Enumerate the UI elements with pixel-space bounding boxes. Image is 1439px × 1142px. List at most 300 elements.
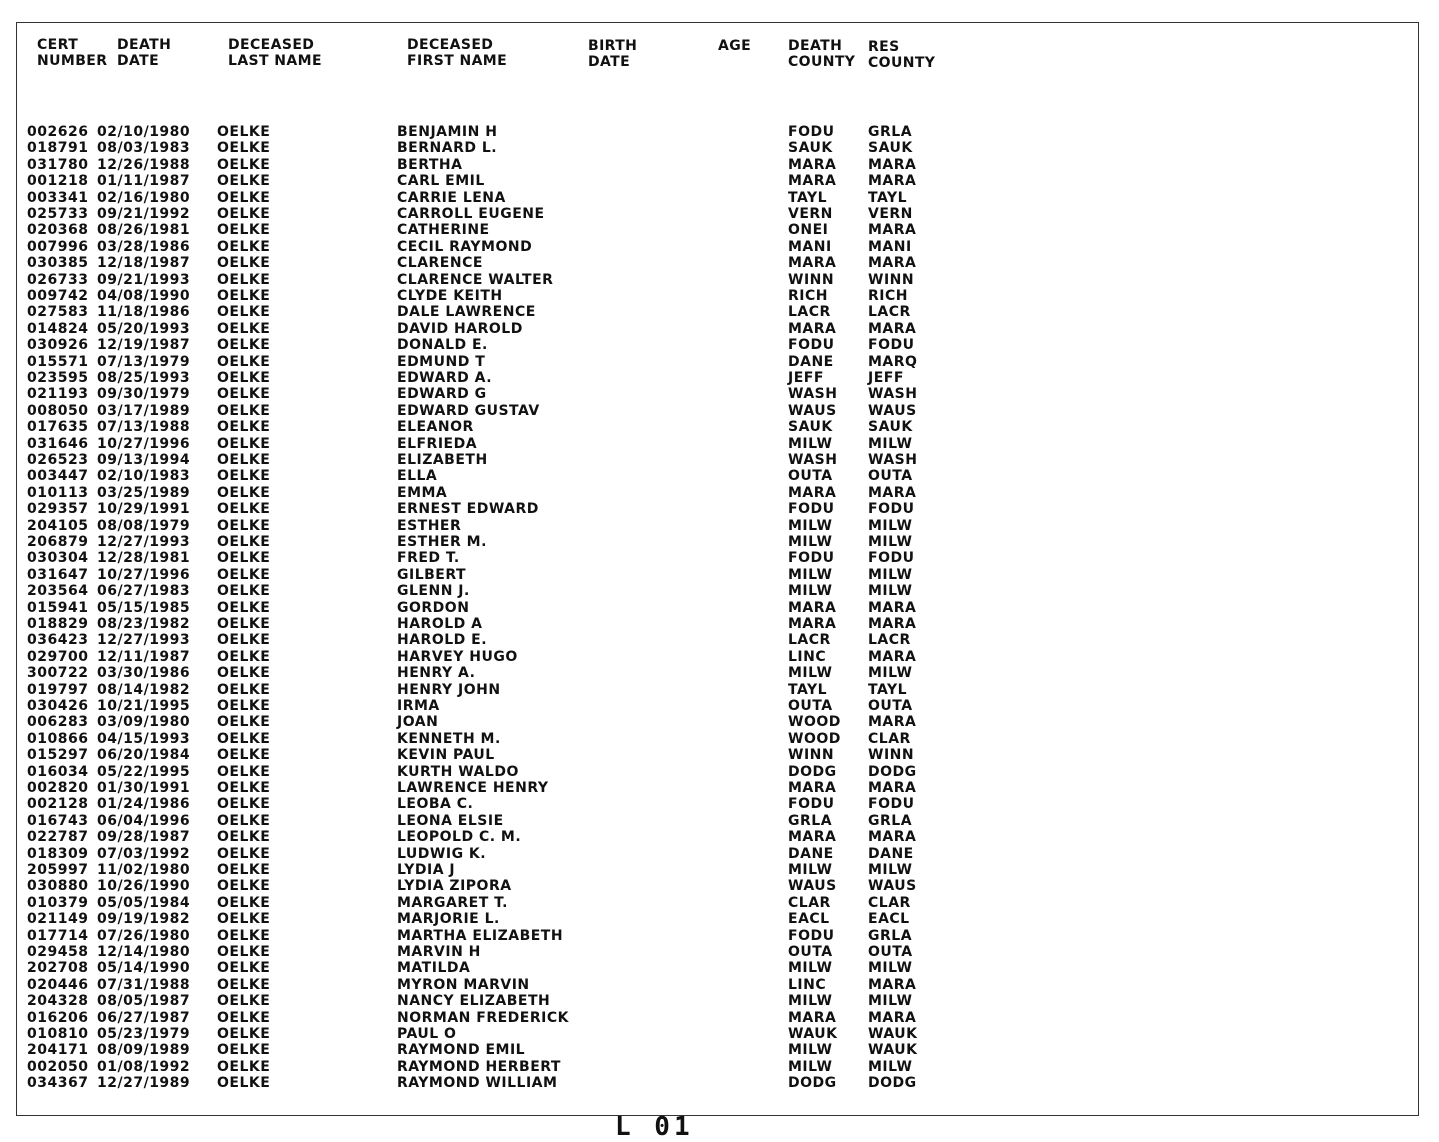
cell-res-county: WAUK <box>868 1026 918 1042</box>
table-row <box>17 518 1418 534</box>
table-row <box>17 386 1418 402</box>
cell-death-county: ONEI <box>788 222 829 239</box>
table-row <box>17 616 1418 632</box>
cell-first-name: LEONA ELSIE <box>397 812 504 829</box>
cell-death-county: TAYL <box>788 681 828 698</box>
cell-last-name: OELKE <box>217 763 271 780</box>
cell-res-county: EACL <box>868 911 910 928</box>
cell-first-name: CATHERINE <box>397 222 490 239</box>
cell-cert-number: 015571 <box>27 353 89 370</box>
cell-death-date: 10/27/1996 <box>97 566 191 583</box>
cell-cert-number: 016034 <box>27 763 89 780</box>
cell-death-date: 09/19/1982 <box>97 911 191 928</box>
table-row <box>17 304 1418 320</box>
cell-cert-number: 026523 <box>27 452 89 468</box>
cell-cert-number: 029458 <box>27 944 89 960</box>
cell-res-county: DODG <box>868 1075 917 1092</box>
cell-last-name: OELKE <box>217 1042 271 1059</box>
cell-death-county: MILW <box>788 1058 833 1075</box>
cell-death-date: 12/27/1993 <box>97 534 191 550</box>
cell-first-name: ELEANOR <box>397 419 474 436</box>
cell-last-name: OELKE <box>217 681 271 698</box>
cell-last-name: OELKE <box>217 714 271 731</box>
cell-res-county: MILW <box>868 435 913 452</box>
cell-death-county: MILW <box>788 435 833 452</box>
cell-first-name: DALE LAWRENCE <box>397 304 536 321</box>
cell-first-name: EDWARD A. <box>397 370 493 386</box>
cell-cert-number: 205997 <box>27 862 89 878</box>
cell-cert-number: 036423 <box>27 632 89 649</box>
cell-res-county: WINN <box>868 271 915 288</box>
cell-res-county: MARA <box>868 714 917 731</box>
cell-cert-number: 003341 <box>27 189 89 206</box>
cell-first-name: NORMAN FREDERICK <box>397 1009 569 1026</box>
cell-first-name: MARGARET T. <box>397 894 508 911</box>
table-row <box>17 1010 1418 1026</box>
cell-first-name: RAYMOND EMIL <box>397 1042 526 1059</box>
cell-last-name: OELKE <box>217 730 271 747</box>
cell-res-county: MILW <box>868 960 913 977</box>
cell-last-name: OELKE <box>217 255 271 272</box>
cell-cert-number: 204328 <box>27 993 89 1010</box>
cell-first-name: BENJAMIN H <box>397 124 498 140</box>
cell-res-county: WAUS <box>868 878 917 895</box>
cell-last-name: OELKE <box>217 320 271 337</box>
table-row <box>17 747 1418 763</box>
cell-res-county: MARA <box>868 320 917 337</box>
cell-death-county: FODU <box>788 927 835 944</box>
cell-last-name: OELKE <box>217 353 271 370</box>
table-row <box>17 1042 1418 1058</box>
cell-death-county: MARA <box>788 829 837 846</box>
cell-death-date: 12/11/1987 <box>97 648 191 665</box>
cell-death-county: MARA <box>788 173 837 190</box>
cell-cert-number: 006283 <box>27 714 89 731</box>
cell-death-date: 05/23/1979 <box>97 1026 191 1042</box>
table-row <box>17 878 1418 894</box>
cell-cert-number: 020446 <box>27 976 89 993</box>
cell-last-name: OELKE <box>217 124 271 140</box>
cell-cert-number: 022787 <box>27 829 89 846</box>
cell-death-county: DODG <box>788 763 837 780</box>
cell-last-name: OELKE <box>217 1026 271 1042</box>
cell-first-name: ESTHER M. <box>397 534 487 550</box>
cell-first-name: GLENN J. <box>397 583 470 600</box>
cell-res-county: MARA <box>868 1009 917 1026</box>
cell-death-date: 08/14/1982 <box>97 681 191 698</box>
header-age: AGE <box>718 38 752 54</box>
cell-cert-number: 206879 <box>27 534 89 550</box>
cell-cert-number: 029700 <box>27 648 89 665</box>
cell-res-county: GRLA <box>868 812 913 829</box>
cell-first-name: RAYMOND WILLIAM <box>397 1075 558 1092</box>
header-death-date: DEATH DATE <box>117 37 172 69</box>
cell-last-name: OELKE <box>217 927 271 944</box>
cell-last-name: OELKE <box>217 452 271 468</box>
cell-death-date: 12/18/1987 <box>97 255 191 272</box>
cell-last-name: OELKE <box>217 911 271 928</box>
cell-first-name: KENNETH M. <box>397 730 501 747</box>
cell-death-county: LACR <box>788 304 831 321</box>
cell-death-date: 03/28/1986 <box>97 238 191 255</box>
cell-first-name: EMMA <box>397 484 448 501</box>
cell-cert-number: 002050 <box>27 1058 89 1075</box>
cell-last-name: OELKE <box>217 435 271 452</box>
cell-last-name: OELKE <box>217 468 271 485</box>
cell-death-date: 02/16/1980 <box>97 189 191 206</box>
cell-cert-number: 202708 <box>27 960 89 977</box>
cell-cert-number: 019797 <box>27 681 89 698</box>
cell-death-county: OUTA <box>788 468 833 485</box>
cell-death-date: 09/30/1979 <box>97 386 191 403</box>
cell-first-name: NANCY ELIZABETH <box>397 993 551 1010</box>
cell-first-name: ERNEST EDWARD <box>397 501 539 518</box>
cell-cert-number: 030304 <box>27 550 89 567</box>
cell-res-county: OUTA <box>868 944 913 960</box>
cell-cert-number: 007996 <box>27 238 89 255</box>
cell-death-date: 09/21/1993 <box>97 271 191 288</box>
table-row <box>17 354 1418 370</box>
cell-cert-number: 300722 <box>27 665 89 682</box>
cell-death-county: MILW <box>788 993 833 1010</box>
table-row <box>17 173 1418 189</box>
cell-res-county: MILW <box>868 566 913 583</box>
cell-death-county: WAUS <box>788 402 837 419</box>
table-row <box>17 665 1418 681</box>
cell-res-county: MILW <box>868 993 913 1010</box>
cell-last-name: OELKE <box>217 845 271 862</box>
cell-first-name: IRMA <box>397 698 440 714</box>
cell-death-county: WASH <box>788 452 838 468</box>
cell-last-name: OELKE <box>217 370 271 386</box>
cell-last-name: OELKE <box>217 271 271 288</box>
cell-res-county: WINN <box>868 747 915 764</box>
cell-res-county: MILW <box>868 665 913 682</box>
cell-first-name: CARRIE LENA <box>397 189 506 206</box>
cell-death-county: OUTA <box>788 698 833 714</box>
cell-death-county: MARA <box>788 484 837 501</box>
table-row <box>17 895 1418 911</box>
cell-death-date: 03/25/1989 <box>97 484 191 501</box>
table-row <box>17 649 1418 665</box>
cell-last-name: OELKE <box>217 173 271 190</box>
cell-res-county: TAYL <box>868 189 908 206</box>
cell-cert-number: 003447 <box>27 468 89 485</box>
table-row <box>17 714 1418 730</box>
table-row <box>17 977 1418 993</box>
cell-cert-number: 015297 <box>27 747 89 764</box>
cell-last-name: OELKE <box>217 780 271 796</box>
cell-death-date: 07/13/1979 <box>97 353 191 370</box>
table-row <box>17 796 1418 812</box>
cell-first-name: GILBERT <box>397 566 467 583</box>
cell-first-name: LYDIA J <box>397 862 456 878</box>
cell-first-name: BERNARD L. <box>397 140 498 157</box>
cell-cert-number: 023595 <box>27 370 89 386</box>
table-row <box>17 993 1418 1009</box>
cell-death-date: 01/30/1991 <box>97 780 191 796</box>
cell-cert-number: 001218 <box>27 173 89 190</box>
table-row <box>17 764 1418 780</box>
cell-last-name: OELKE <box>217 960 271 977</box>
cell-first-name: JOAN <box>397 714 439 731</box>
table-row <box>17 321 1418 337</box>
cell-res-county: MARA <box>868 780 917 796</box>
cell-death-date: 08/09/1989 <box>97 1042 191 1059</box>
cell-last-name: OELKE <box>217 796 271 813</box>
cell-cert-number: 015941 <box>27 599 89 616</box>
cell-first-name: KEVIN PAUL <box>397 747 495 764</box>
cell-res-county: MARA <box>868 599 917 616</box>
table-row <box>17 944 1418 960</box>
table-row <box>17 731 1418 747</box>
cell-last-name: OELKE <box>217 747 271 764</box>
table-row <box>17 272 1418 288</box>
table-row <box>17 862 1418 878</box>
cell-death-county: DODG <box>788 1075 837 1092</box>
cell-last-name: OELKE <box>217 566 271 583</box>
cell-cert-number: 010379 <box>27 894 89 911</box>
cell-last-name: OELKE <box>217 517 271 534</box>
cell-death-date: 12/19/1987 <box>97 337 191 354</box>
cell-res-county: RICH <box>868 288 908 304</box>
cell-last-name: OELKE <box>217 156 271 173</box>
cell-res-county: MARA <box>868 616 917 632</box>
cell-cert-number: 018309 <box>27 845 89 862</box>
cell-first-name: ELLA <box>397 468 438 485</box>
cell-last-name: OELKE <box>217 386 271 403</box>
cell-death-date: 11/02/1980 <box>97 862 191 878</box>
table-row <box>17 780 1418 796</box>
cell-death-date: 08/26/1981 <box>97 222 191 239</box>
cell-first-name: LYDIA ZIPORA <box>397 878 512 895</box>
cell-cert-number: 204171 <box>27 1042 89 1059</box>
cell-res-county: FODU <box>868 550 915 567</box>
table-row <box>17 698 1418 714</box>
cell-last-name: OELKE <box>217 1075 271 1092</box>
cell-first-name: KURTH WALDO <box>397 763 519 780</box>
cell-last-name: OELKE <box>217 698 271 714</box>
cell-first-name: LUDWIG K. <box>397 845 487 862</box>
cell-last-name: OELKE <box>217 206 271 222</box>
table-row <box>17 1026 1418 1042</box>
table-row <box>17 813 1418 829</box>
cell-cert-number: 021193 <box>27 386 89 403</box>
cell-death-county: WOOD <box>788 714 841 731</box>
cell-death-county: GRLA <box>788 812 833 829</box>
cell-death-date: 10/29/1991 <box>97 501 191 518</box>
cell-res-county: MILW <box>868 534 913 550</box>
cell-death-county: JEFF <box>788 370 824 386</box>
cell-death-date: 11/18/1986 <box>97 304 191 321</box>
cell-death-county: VERN <box>788 206 833 222</box>
cell-death-date: 06/27/1987 <box>97 1009 191 1026</box>
cell-first-name: LEOPOLD C. M. <box>397 829 522 846</box>
cell-res-county: MARA <box>868 484 917 501</box>
cell-death-date: 03/09/1980 <box>97 714 191 731</box>
table-row <box>17 140 1418 156</box>
cell-cert-number: 030385 <box>27 255 89 272</box>
table-row <box>17 846 1418 862</box>
cell-first-name: HENRY JOHN <box>397 681 501 698</box>
cell-last-name: OELKE <box>217 304 271 321</box>
table-row <box>17 1075 1418 1091</box>
cell-cert-number: 030880 <box>27 878 89 895</box>
cell-last-name: OELKE <box>217 993 271 1010</box>
cell-death-county: FODU <box>788 796 835 813</box>
cell-cert-number: 021149 <box>27 911 89 928</box>
cell-death-date: 01/08/1992 <box>97 1058 191 1075</box>
cell-death-date: 10/21/1995 <box>97 698 191 714</box>
cell-death-date: 09/21/1992 <box>97 206 191 222</box>
cell-death-county: DANE <box>788 353 834 370</box>
cell-first-name: FRED T. <box>397 550 460 567</box>
cell-death-county: MARA <box>788 780 837 796</box>
cell-last-name: OELKE <box>217 501 271 518</box>
cell-death-county: WINN <box>788 747 835 764</box>
cell-cert-number: 017714 <box>27 927 89 944</box>
cell-death-date: 08/05/1987 <box>97 993 191 1010</box>
cell-cert-number: 020368 <box>27 222 89 239</box>
cell-death-date: 05/20/1993 <box>97 320 191 337</box>
page-footer-code: L 01 <box>615 1112 694 1142</box>
cell-death-county: FODU <box>788 501 835 518</box>
cell-first-name: HAROLD A <box>397 616 483 632</box>
cell-cert-number: 010866 <box>27 730 89 747</box>
cell-death-county: RICH <box>788 288 828 304</box>
cell-cert-number: 029357 <box>27 501 89 518</box>
cell-cert-number: 027583 <box>27 304 89 321</box>
table-row <box>17 632 1418 648</box>
cell-cert-number: 002626 <box>27 124 89 140</box>
cell-death-county: SAUK <box>788 419 833 436</box>
cell-first-name: LAWRENCE HENRY <box>397 780 549 796</box>
cell-first-name: BERTHA <box>397 156 463 173</box>
cell-death-county: LINC <box>788 648 827 665</box>
cell-death-date: 02/10/1980 <box>97 124 191 140</box>
cell-first-name: CECIL RAYMOND <box>397 238 533 255</box>
table-row <box>17 567 1418 583</box>
cell-last-name: OELKE <box>217 976 271 993</box>
cell-death-county: MILW <box>788 566 833 583</box>
cell-death-county: MILW <box>788 665 833 682</box>
cell-res-county: SAUK <box>868 419 913 436</box>
cell-cert-number: 010113 <box>27 484 89 501</box>
header-death-county: DEATH COUNTY <box>788 38 856 70</box>
cell-last-name: OELKE <box>217 583 271 600</box>
cell-last-name: OELKE <box>217 189 271 206</box>
cell-death-county: MARA <box>788 616 837 632</box>
cell-first-name: EDWARD G <box>397 386 487 403</box>
cell-death-county: MARA <box>788 1009 837 1026</box>
table-row <box>17 288 1418 304</box>
cell-death-date: 05/15/1985 <box>97 599 191 616</box>
cell-death-county: MARA <box>788 255 837 272</box>
cell-death-date: 10/27/1996 <box>97 435 191 452</box>
cell-res-county: OUTA <box>868 468 913 485</box>
cell-cert-number: 031646 <box>27 435 89 452</box>
cell-death-county: TAYL <box>788 189 828 206</box>
table-row <box>17 911 1418 927</box>
cell-last-name: OELKE <box>217 599 271 616</box>
cell-res-county: WASH <box>868 452 918 468</box>
cell-death-county: MILW <box>788 534 833 550</box>
table-row <box>17 1059 1418 1075</box>
cell-cert-number: 204105 <box>27 517 89 534</box>
cell-death-county: WOOD <box>788 730 841 747</box>
cell-death-date: 05/22/1995 <box>97 763 191 780</box>
cell-last-name: OELKE <box>217 550 271 567</box>
cell-cert-number: 008050 <box>27 402 89 419</box>
table-row <box>17 550 1418 566</box>
cell-first-name: MARTHA ELIZABETH <box>397 927 564 944</box>
cell-last-name: OELKE <box>217 238 271 255</box>
cell-first-name: MARVIN H <box>397 944 481 960</box>
cell-res-county: LACR <box>868 304 911 321</box>
cell-death-date: 08/03/1983 <box>97 140 191 157</box>
cell-death-date: 12/14/1980 <box>97 944 191 960</box>
cell-death-county: MARA <box>788 320 837 337</box>
cell-cert-number: 017635 <box>27 419 89 436</box>
table-row <box>17 222 1418 238</box>
cell-res-county: TAYL <box>868 681 908 698</box>
cell-res-county: CLAR <box>868 730 911 747</box>
cell-res-county: JEFF <box>868 370 904 386</box>
cell-last-name: OELKE <box>217 222 271 239</box>
cell-last-name: OELKE <box>217 894 271 911</box>
cell-death-date: 09/13/1994 <box>97 452 191 468</box>
cell-death-date: 07/26/1980 <box>97 927 191 944</box>
cell-cert-number: 014824 <box>27 320 89 337</box>
table-row <box>17 157 1418 173</box>
table-row <box>17 206 1418 222</box>
table-row <box>17 583 1418 599</box>
cell-res-county: VERN <box>868 206 913 222</box>
cell-last-name: OELKE <box>217 862 271 878</box>
cell-death-county: MARA <box>788 599 837 616</box>
cell-cert-number: 002128 <box>27 796 89 813</box>
cell-death-date: 06/20/1984 <box>97 747 191 764</box>
cell-death-date: 01/11/1987 <box>97 173 191 190</box>
cell-death-county: EACL <box>788 911 830 928</box>
cell-cert-number: 203564 <box>27 583 89 600</box>
cell-death-county: WASH <box>788 386 838 403</box>
cell-last-name: OELKE <box>217 632 271 649</box>
table-row <box>17 419 1418 435</box>
cell-cert-number: 018791 <box>27 140 89 157</box>
cell-death-date: 02/10/1983 <box>97 468 191 485</box>
document-frame <box>16 22 1419 1142</box>
cell-res-county: MILW <box>868 583 913 600</box>
cell-res-county: MILW <box>868 517 913 534</box>
cell-cert-number: 026733 <box>27 271 89 288</box>
header-last-name: DECEASED LAST NAME <box>228 37 322 69</box>
cell-death-county: WAUS <box>788 878 837 895</box>
cell-res-county: FODU <box>868 501 915 518</box>
cell-res-county: MILW <box>868 1058 913 1075</box>
cell-last-name: OELKE <box>217 878 271 895</box>
cell-first-name: CLARENCE <box>397 255 483 272</box>
cell-first-name: MATILDA <box>397 960 471 977</box>
cell-death-county: FODU <box>788 124 835 140</box>
cell-first-name: ELFRIEDA <box>397 435 478 452</box>
cell-death-county: LINC <box>788 976 827 993</box>
cell-death-date: 07/13/1988 <box>97 419 191 436</box>
cell-last-name: OELKE <box>217 140 271 157</box>
cell-first-name: HENRY A. <box>397 665 476 682</box>
cell-last-name: OELKE <box>217 944 271 960</box>
cell-death-county: CLAR <box>788 894 831 911</box>
